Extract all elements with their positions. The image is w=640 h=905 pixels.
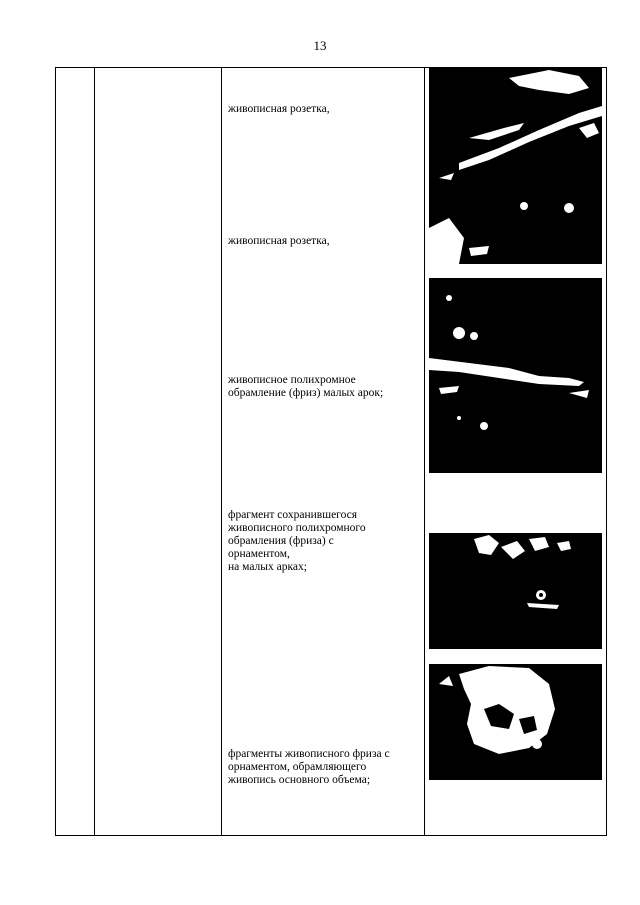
column-divider — [221, 68, 222, 835]
row-description: фрагменты живописного фриза с орнаментом, обрамляющего живопись основного объема; — [228, 748, 390, 786]
row-description: живописная розетка, — [228, 103, 330, 115]
column-divider — [424, 68, 425, 835]
photo-rosette-2 — [429, 278, 602, 473]
row-description: живописное полихромное обрамление (фриз) малых арок; — [228, 374, 384, 399]
row-description: фрагмент сохранившегося живописного полихромного обрамления (фриза) с орнаментом, на малых арках; — [228, 509, 366, 573]
photo-frieze-fragment — [429, 533, 602, 649]
column-divider — [94, 68, 95, 835]
object-table — [55, 67, 607, 836]
photo-rosette-1 — [429, 68, 602, 264]
page-number: 13 — [313, 38, 327, 53]
row-description: живописная розетка, — [228, 235, 330, 247]
photo-frieze-ornament — [429, 664, 602, 780]
